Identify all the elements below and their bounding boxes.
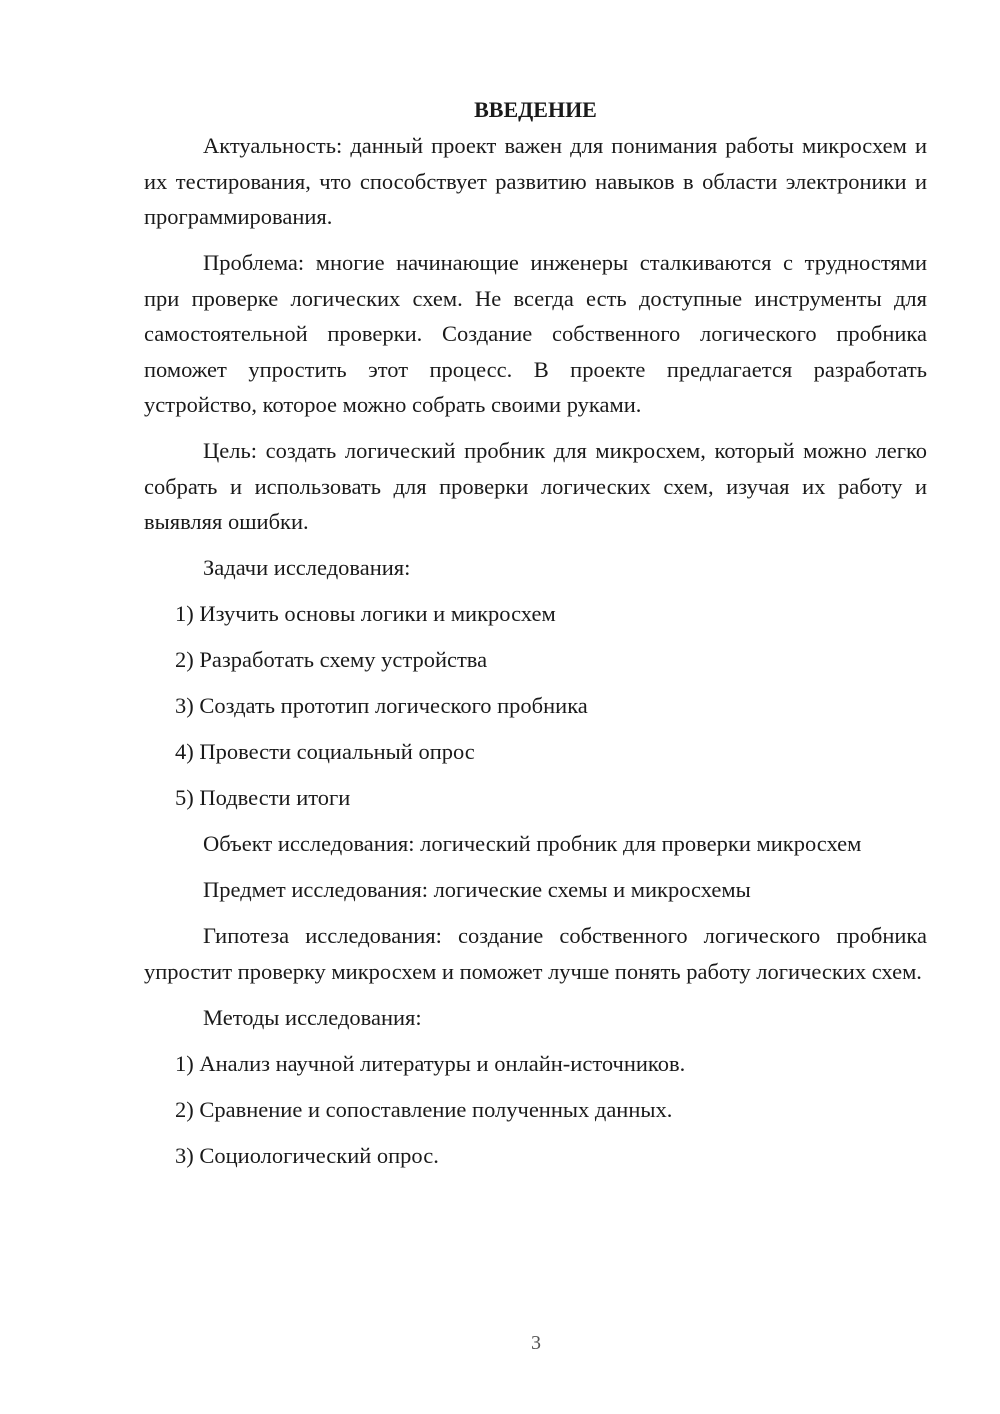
method-item: 1) Анализ научной литературы и онлайн-источников. [175,1050,686,1076]
method-item: 3) Социологический опрос. [175,1142,439,1168]
task-item: 5) Подвести итоги [175,785,351,810]
task-item: 1) Изучить основы логики и микросхем [175,601,556,626]
task-item: 3) Создать прототип логического пробника [175,693,588,718]
goal-paragraph: Цель: создать логический пробник для микросхем, который можно легко собрать и использовать для проверки логических схем, изучая их работу и выявляя ошибки. [144,438,927,534]
document-page [144,92,927,1173]
problem-paragraph: Проблема: многие начинающие инженеры сталкиваются с трудностями при проверке логических схем. Не всегда есть доступные инструменты для самостоятельной проверки. Создание собственного логического пробника поможет упростить этот процесс. В проекте предлагается разработать устройство, которое можно собрать своими руками. [144,250,927,417]
relevance-paragraph: Актуальность: данный проект важен для понимания работы микросхем и их тестирования, что способствует развитию навыков в области электроники и программирования. [144,133,927,229]
page-title: ВВЕДЕНИЕ [474,97,597,122]
task-item: 4) Провести социальный опрос [175,739,475,764]
hypothesis-paragraph: Гипотеза исследования: создание собственного логического пробника упростит проверку микросхем и поможет лучше понять работу логических схем. [144,923,927,984]
research-subject: Предмет исследования: логические схемы и микросхемы [203,877,751,902]
page-number: 3 [531,1332,541,1354]
methods-heading: Методы исследования: [203,1004,422,1030]
tasks-heading: Задачи исследования: [203,555,411,580]
task-item: 2) Разработать схему устройства [175,647,488,672]
method-item: 2) Сравнение и сопоставление полученных данных. [175,1096,673,1122]
research-object: Объект исследования: логический пробник для проверки микросхем [203,831,862,856]
